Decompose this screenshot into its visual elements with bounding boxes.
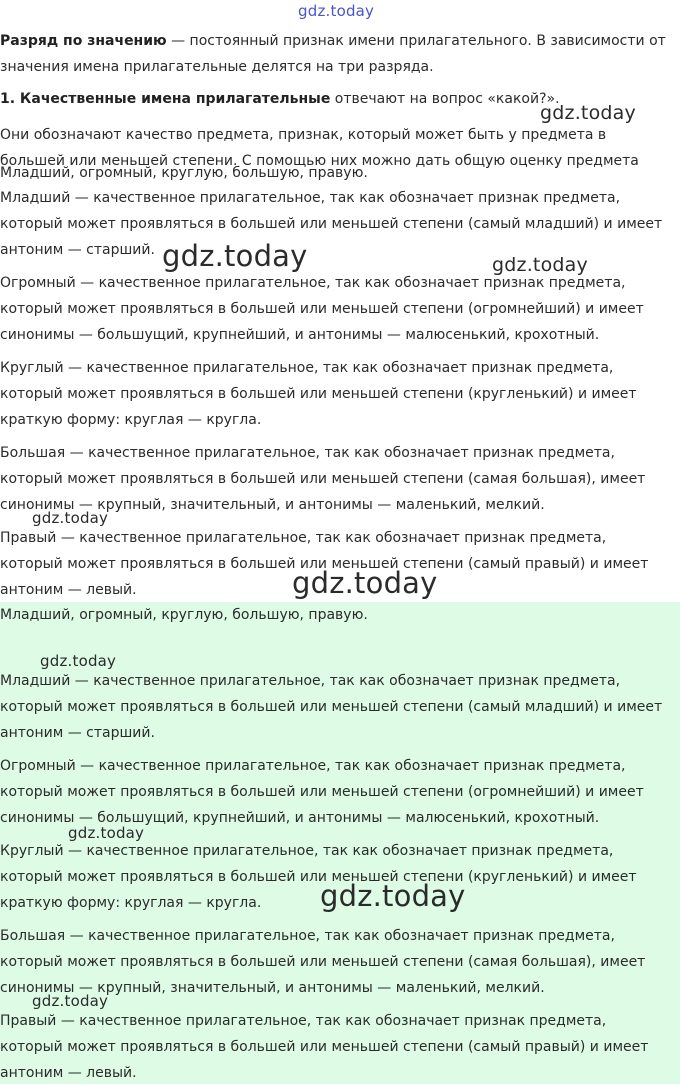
category-heading-text: отвечают на вопрос «какой?». xyxy=(330,91,560,107)
intro-paragraph xyxy=(0,28,668,80)
watermark: gdz.today xyxy=(32,509,109,527)
watermark: gdz.today xyxy=(492,254,588,276)
watermark: gdz.today xyxy=(68,824,145,842)
watermark: gdz.today xyxy=(292,566,438,600)
watermark: gdz.today xyxy=(540,102,636,124)
answer-item: Круглый — качественное прилагательное, так как обозначает признак предмета, который может проявляться в большей или меньшей степени (кругленький) и имеет краткую форму: круглая — кругла. xyxy=(0,360,637,428)
answer-item: Круглый — качественное прилагательное, так как обозначает признак предмета, который может проявляться в большей или меньшей степени (кругленький) и имеет краткую форму: круглая — кругла. xyxy=(0,843,637,911)
answer-item: Большая — качественное прилагательное, так как обозначает признак предмета, который может проявляться в большей или меньшей степени (самая большая), имеет синонимы — крупный, значительный, и антонимы — маленький, мелкий. xyxy=(0,928,646,996)
watermark: gdz.today xyxy=(32,992,109,1010)
watermark: gdz.today xyxy=(162,239,308,273)
description-line2: большей или меньшей степени. С помощью них можно дать общую оценку предмета xyxy=(0,153,639,169)
answer-item: Правый — качественное прилагательное, так как обозначает признак предмета, который может проявляться в большей или меньшей степени (самый правый) и имеет антоним — левый. xyxy=(0,1013,649,1081)
cut-off-description xyxy=(0,122,680,169)
answer-item: Младший — качественное прилагательное, так как обозначает признак предмета, который может проявляться в большей или меньшей степени (самый младший) и имеет антоним — старший. xyxy=(0,673,663,741)
answer-words: Младший, огромный, круглую, большую, правую. xyxy=(0,165,368,181)
watermark: gdz.today xyxy=(298,2,375,20)
intro-text-line2: значения имена прилагательные делятся на три разряда. xyxy=(0,59,434,75)
description-line1: Они обозначают качество предмета, признак, который может быть у предмета в xyxy=(0,127,607,143)
answer-item: Правый — качественное прилагательное, так как обозначает признак предмета, который может проявляться в большей или меньшей степени (самый правый) и имеет антоним — левый. xyxy=(0,530,649,598)
intro-term: Разряд по значению xyxy=(0,33,167,49)
watermark: gdz.today xyxy=(320,879,466,913)
answer-item: Огромный — качественное прилагательное, так как обозначает признак предмета, который может проявляться в большей или меньшей степени (огромнейший) и имеет синонимы — большущий, крупнейший, и антонимы — малюсенький, крохотный. xyxy=(0,275,644,343)
intro-text: — постоянный признак имени прилагательного. В зависимости от xyxy=(166,33,666,49)
answer-item: Большая — качественное прилагательное, так как обозначает признак предмета, который может проявляться в большей или меньшей степени (самая большая), имеет синонимы — крупный, значительный, и антонимы — маленький, мелкий. xyxy=(0,445,646,513)
answer-item: Младший — качественное прилагательное, так как обозначает признак предмета, который может проявляться в большей или меньшей степени (самый младший) и имеет антоним — старший. xyxy=(0,190,663,258)
category-heading-term: 1. Качественные имена прилагательные xyxy=(0,91,331,107)
watermark: gdz.today xyxy=(40,652,117,670)
answer-words: Младший, огромный, круглую, большую, правую. xyxy=(0,607,368,623)
answer-item: Огромный — качественное прилагательное, так как обозначает признак предмета, который может проявляться в большей или меньшей степени (огромнейший) и имеет синонимы — большущий, крупнейший, и антонимы — малюсенький, крохотный. xyxy=(0,758,644,826)
